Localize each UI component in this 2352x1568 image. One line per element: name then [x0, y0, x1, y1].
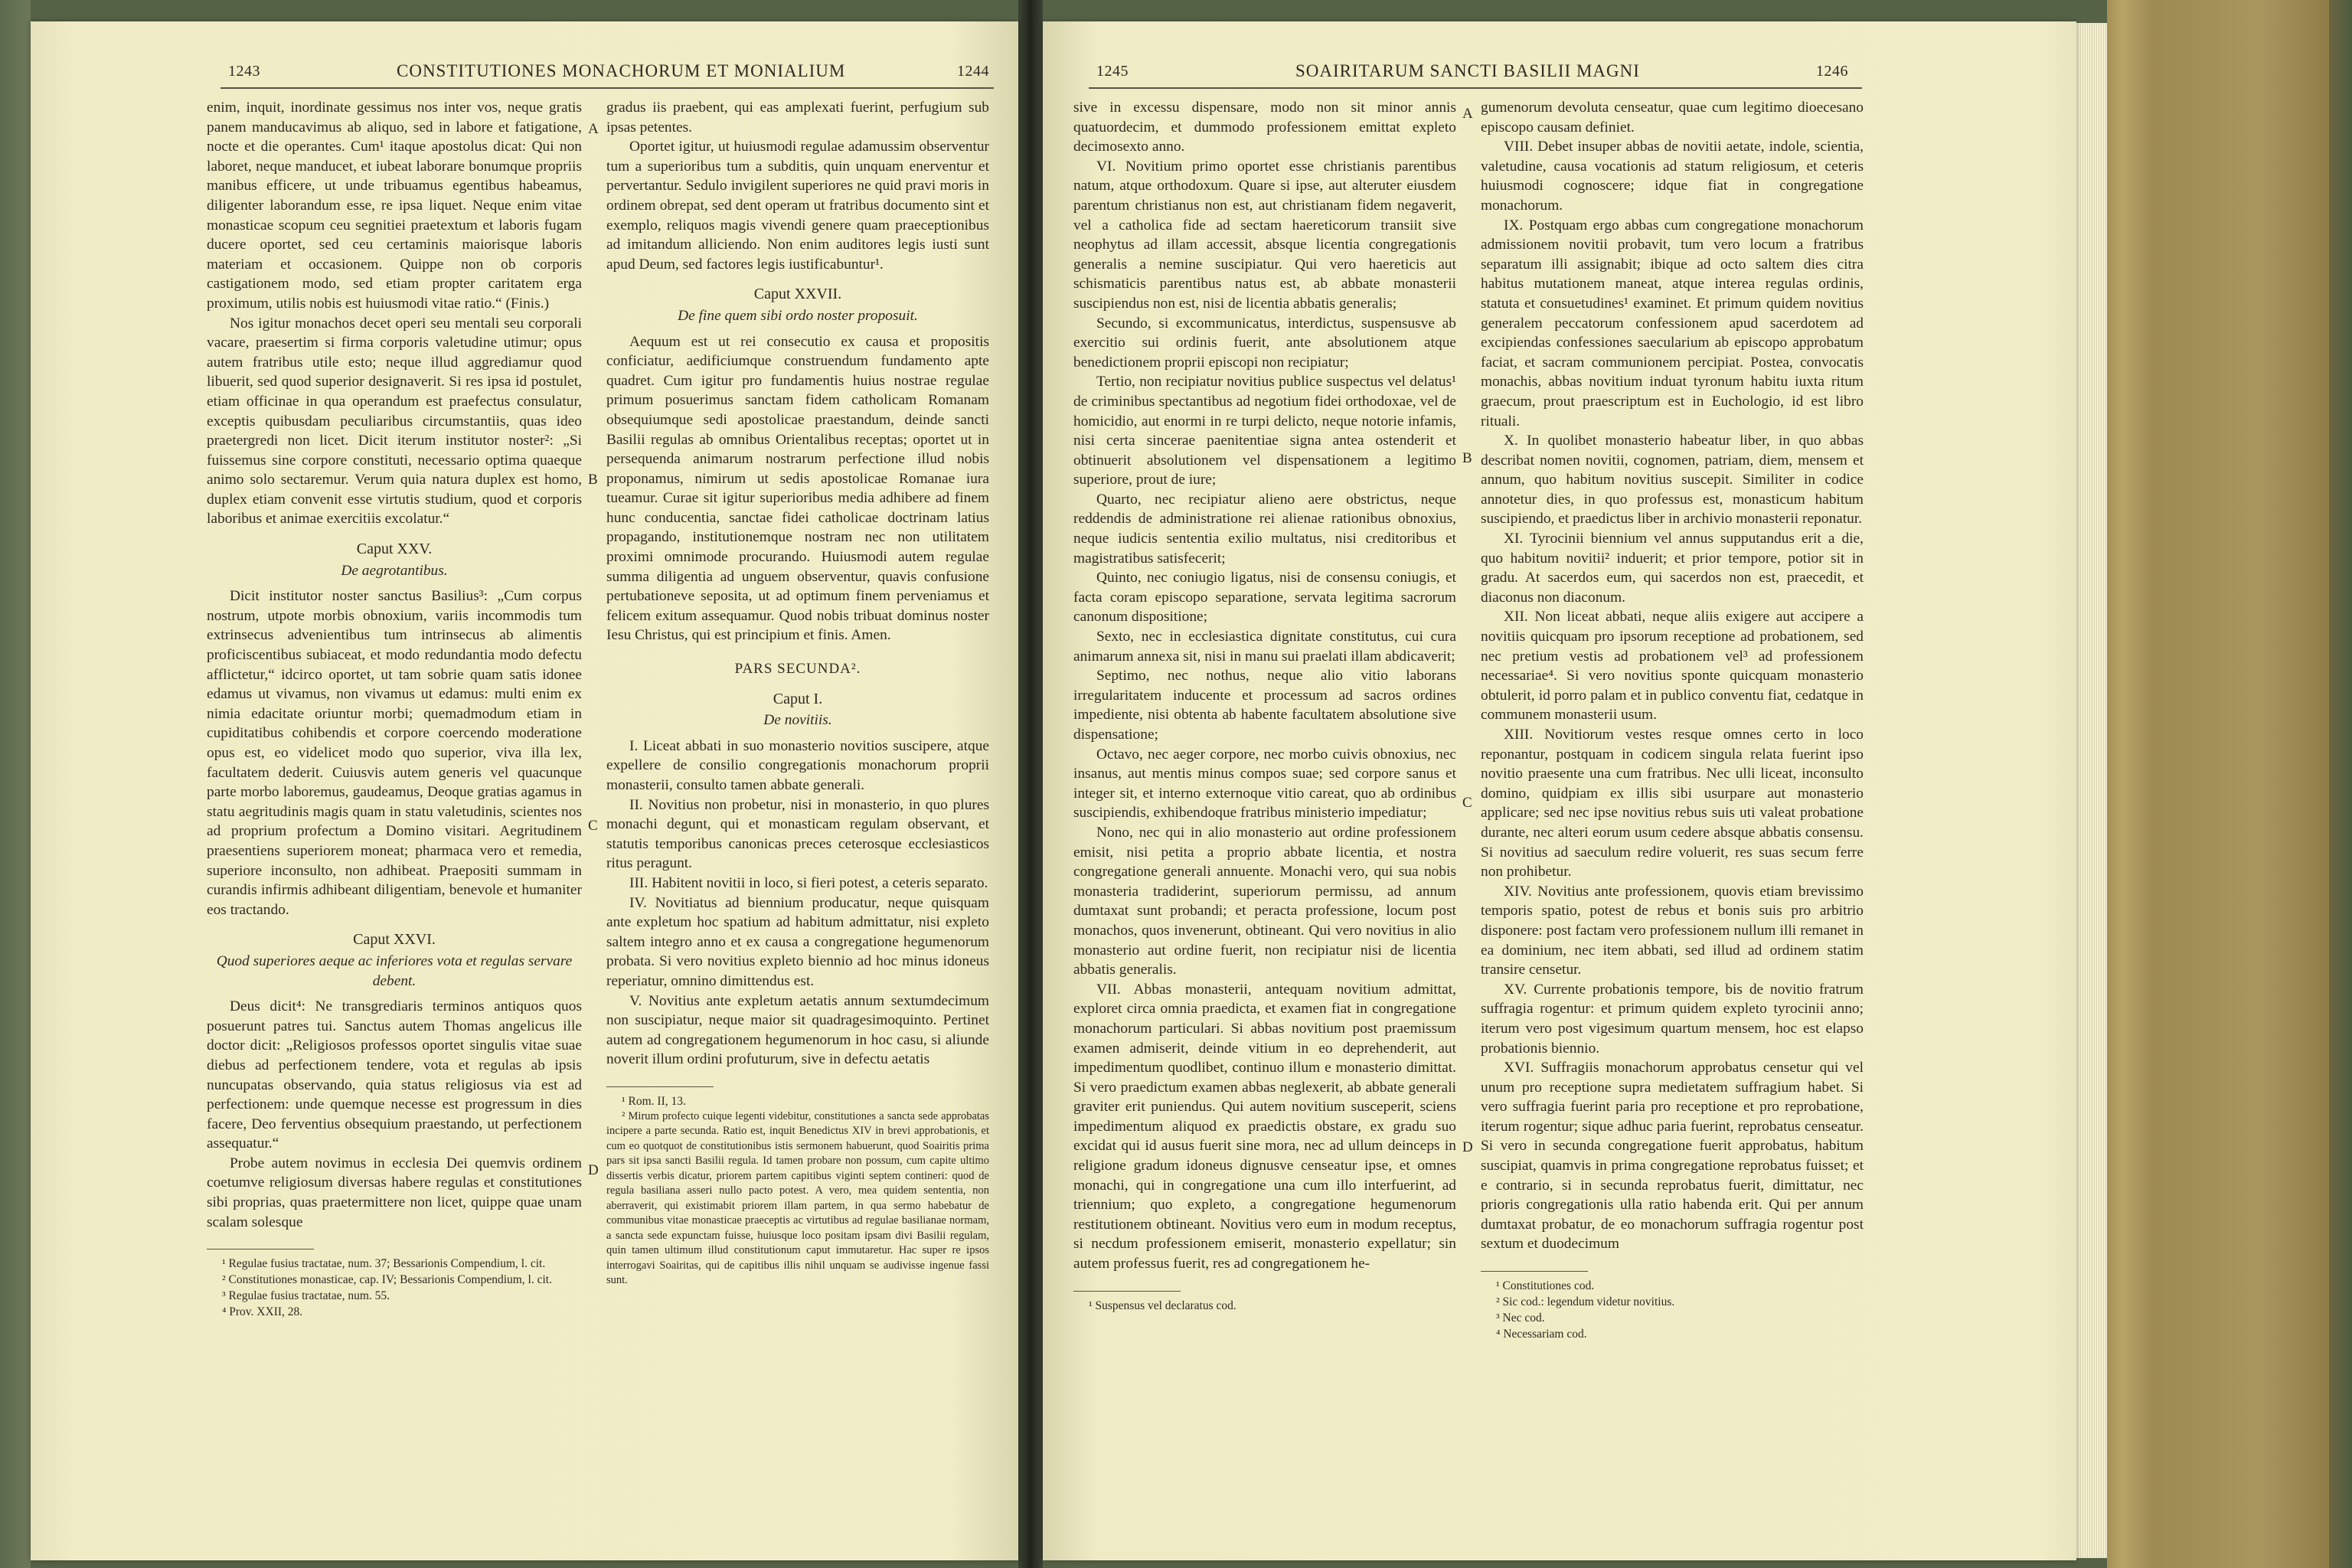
- paragraph: gumenorum devoluta censeatur, quae cum legitimo dioecesano episcopo causam definiet.: [1481, 100, 1864, 136]
- footnote-rule: [1073, 1291, 1181, 1292]
- paragraph: V. Novitius ante expletum aetatis annum sextumdecimum non suscipiatur, neque maior sit quadragesimoquinto. Pertinet autem ad congregationem hegumenorum in hoc casu, si aliunde noverit illum ordini profuturum, sive in defectu aetatis: [606, 992, 989, 1068]
- paragraph: Secundo, si excommunicatus, interdictus, suspensusve ab exercitio sui ordinis fuerit, ante absolutionem atque benedictionem proprii episcopi non recipiatur;: [1073, 315, 1456, 371]
- scan-right-edge: [2329, 0, 2352, 1568]
- footnote: ² Sic cod.: legendum videtur novitius.: [1496, 1295, 1675, 1309]
- paragraph: Aequum est ut rei consecutio ex causa et propositis conficiatur, aedificiumque construendum fundamento apte quadret. Cum igitur pro fundamentis huius nostrae regulae primum posuerimus sanctam fidem catholicam Romanam obsequiumque sedi apostolicae praestandum, deinde sancti Basilii regulas ab omnibus Orientalibus receptas; oportet ut in persequenda animarum nostrarum perfectione illud nobis proponamus, nimirum ut sedis apostolicae Romanae iura tueamur. Curae sit igitur superioribus media adhibere ad finem hunc conducentia, sanctae fidei catholicae doctrinam latius propagando, institutionemque nostram nec non utilitatem proximi omnimode procurando. Huiusmodi autem regulae summa diligentia ad unguem observentur, quavis confusione pertubationeve seposita, ut ad optimum finem perveniamus et felicem exitum assequamur. Quod nobis tribuat dominus noster Iesu Christus, qui est principium et finis. Amen.: [606, 333, 989, 644]
- paragraph: Quarto, nec recipiatur alieno aere obstrictus, neque reddendis de administratione rei alienae rationibus obnoxius, neque iudicis sententia exilio multatus, nisi creditoribus et magistratibus satisfecerit;: [1073, 491, 1456, 567]
- page-number: 1246: [1816, 63, 1848, 80]
- footnote: ¹ Regulae fusius tractatae, num. 37; Bessarionis Compendium, l. cit.: [222, 1257, 546, 1271]
- page-number: 1243: [228, 63, 260, 80]
- margin-letter: A: [1462, 106, 1473, 122]
- chapter-heading: Caput XXVII.: [753, 286, 842, 303]
- left-page-header: [31, 55, 1018, 86]
- page-number: 1245: [1096, 63, 1129, 80]
- paragraph: Dicit institutor noster sanctus Basilius³: „Cum corpus nostrum, utpote morbis obnoxium, variis incommodis tum extrinsecus advenientibus tum intrinsecus ab alimentis proficiscentibus subiaceat, et modo redundantia modo defectu afflictetur,“ idcirco oportet, ut tam sobrie quam satis idonee edamus ut vivamus, non vivamus ut edamus: multi enim ex nimia edacitate oriuntur morbi; quemadmodum etiam in cupiditatibus cohibendis et corpore coercendo moderatione opus est, eo videlicet modo quo superior, viva illa lex, facultatem dederit. Cuiusvis autem generis vel quacunque parte morbo laboremus, gaudeamus, Deoque gratias agamus in statu aegritudinis magis quam in statu valetudinis, scientes nos ad proprium profectum a Domino visitari. Aegritudinem praesentiens superiorem moneat; pharmaca vero et remedia, superiore inconsulto, non adhibeat. Praepositi summam in curandis infirmis adhibeant diligentiam, benevole et humaniter eos tractando.: [207, 588, 582, 918]
- paragraph: XIII. Novitiorum vestes resque omnes certo in loco reponantur, postquam in codicem singula relata fuerint ipso novitio praesente una cum fratribus. Nec ulli liceat, inconsulto domino, quidpiam ex illis sibi usurpare aut monasterio applicare; sed nec ipse novitius rebus suis uti valeat probatione durante, nec alteri eorum usum cedere absque abbatis consensu. Si novitius ad saeculum redire voluerit, res suas secum ferre non prohibetur.: [1481, 727, 1864, 880]
- paragraph: VII. Abbas monasterii, antequam novitium admittat, exploret circa omnia praedicta, et examen fiat in congregatione monachorum particulari. Si abbas novitium post praemissum examen admiserit, deinde vitium in eo deprehenderit, aut impedimentum quodlibet, continuo illum e monasterio dimittat. Si vero praedictum examen abbas neglexerit, ab abbate generali graviter erit puniendus. Qui autem novitium susceperit, sciens impedimentum aliquod ex praedictis obstare, ex gradu suo excidat qui id ausus fuerit sine mora, nec ad ullum deinceps in religione gradum idoneus dignusve censeatur ipse, et omnes monachi, qui in congregatione una cum illo interfuerint, ad triennium; quo expleto, a congregatione hegumenorum restitutionem obtineant. Novitius vero eum in modum receptus, si necdum professionem emiserit, monasterio expellatur; sin autem professus fuerit, res ad congregationem he-: [1073, 981, 1456, 1272]
- right-page-header: [1043, 55, 2076, 86]
- footnote: ³ Regulae fusius tractatae, num. 55.: [222, 1289, 390, 1303]
- margin-letter: C: [1462, 795, 1472, 811]
- paragraph: Tertio, non recipiatur novitius publice suspectus vel delatus¹ de criminibus spectantibus ad negotium fidei orthodoxae, vel de homicidio, aut enormi in re turpi delicto, neque notorie infamis, nisi certa sincerae paenitentiae signa antea ostenderit et obtinuerit absolutionem vel dispensationem a legitimo superiore, prout de iure;: [1073, 374, 1456, 488]
- page-edges: [2076, 23, 2107, 1558]
- paragraph: I. Liceat abbati in suo monasterio novitios suscipere, atque expellere de consilio congregationis monachorum proprii monasterii, consulto tamen abbate generali.: [606, 737, 989, 793]
- footnote: ² Mirum profecto cuique legenti videbitur, constitutiones a sancta sede approbatas incipere a parte secunda. Ratio est, inquit Benedictus XIV in brevi approbationis, et cum eo quotquot de constitutionibus istis sermonem habuerunt, quod Soairitis prima pars sit ipsa sancti Basilii regula. Id tamen probare non possum, cum capite ultimo dissertis verbis dicatur, priorem partem capitibus viginti septem contineri: quod de regula basiliana asseri nullo pacto potest. A vero, mea quidem sententia, non aberraverit, qui existimabit priorem illam partem, in qua sermo habebatur de communibus vitae monasticae praeceptis ac virtutibus ad regulae basilianae normam, a sancta sede expunctam fuisse, huiusque loco positam ipsam divi Basilii regulam, quin tamen ultimum illud constitutionum caput immutaretur. Hac super re ipsos interrogavi Soairitas, qui de capitibus illis nihil unquam se audivisse ingenue fassi sunt.: [606, 1109, 989, 1287]
- chapter-subtitle: De novitiis.: [763, 712, 832, 729]
- left-page-column-2: [606, 98, 989, 1289]
- margin-letter: D: [1462, 1139, 1473, 1155]
- paragraph: Oportet igitur, ut huiusmodi regulae adamussim observentur tum a superioribus tum a subditis, quin unquam enerventur et pervertantur. Sedulo invigilent superiores ne quid pravi moris in ordinem obrepat, sed dent operam ut fratribus documento sint et exemplo, reliquos magis vivendi genere quam praeceptionibus ad imitandum alliciendo. Non enim auditores legis iusti sunt apud Deum, sed factores legis iustificabuntur¹.: [606, 139, 989, 273]
- right-page-column-2: [1481, 98, 1864, 1342]
- footnote: ⁴ Prov. XXII, 28.: [222, 1305, 303, 1319]
- footnote: ⁴ Necessariam cod.: [1496, 1328, 1587, 1341]
- part-heading: PARS SECUNDA².: [734, 661, 861, 678]
- running-title: SOAIRITARUM SANCTI BASILII MAGNI: [1295, 61, 1640, 80]
- paragraph: XV. Currente probationis tempore, bis de novitio fratrum suffragia rogentur: et primum quidem expleto tyrocinii anno; iterum vero post vigesimum quartum mensem, hoc est elapso probationis biennio.: [1481, 981, 1864, 1057]
- right-page: [1043, 21, 2076, 1560]
- paragraph: IV. Novitiatus ad biennium producatur, neque quisquam ante expletum hoc spatium ad habitum admittatur, nisi expleto saltem integro anno et ex causa a congregatione hegumenorum probata. Si vero novitius expleto biennio ad hoc minus idoneus reperiatur, omnino dimittendus est.: [606, 894, 989, 989]
- right-page-column-1: [1073, 98, 1456, 1314]
- footnote: ³ Nec cod.: [1496, 1312, 1545, 1325]
- paragraph: Sexto, nec in ecclesiastica dignitate constitutus, cui cura animarum annexa sit, nisi in manu sui praelati illam abdicaverit;: [1073, 629, 1456, 665]
- scan-left-edge: [0, 0, 31, 1568]
- paragraph: XI. Tyrocinii biennium vel annus supputandus erit a die, quo habitum novitii² induerit; et prior tempore, potior sit in gradu. At sacerdos eum, qui sacerdos non est, praecedit, et diaconus non diaconum.: [1481, 531, 1864, 606]
- paragraph: Nono, nec qui in alio monasterio aut ordine professionem emisit, nisi petita a proprio abbate licentia, et nostra congregatione generali annuente. Monachi vero, qui sua nobis monasteria tradiderint, superiorum permissu, ad annum dumtaxat sunt probandi; et peracta professione, locum post monachos, quos invenerunt, obtineant. Qui vero novitius in alio monasterio aut ordine fuerit, non recipiatur nisi de licentia abbatis generalis.: [1073, 824, 1456, 978]
- paragraph: XII. Non liceat abbati, neque aliis exigere aut accipere a novitiis quicquam pro ipsorum receptione ad probationem, sed nec pretium vestis ad probationem vel³ ad professionem necessariae⁴. Si vero novitius sponte quicquam monasterio obtulerit, id porro palam et in publico conventu fiat, cedatque in communem monasterii usum.: [1481, 609, 1864, 724]
- paragraph: VIII. Debet insuper abbas de novitii aetate, indole, scientia, valetudine, causa vocationis ad statum religiosum, et ceteris huiusmodi cognoscere; idque fiat in congregatione monachorum.: [1481, 139, 1864, 214]
- paragraph: Septimo, nec nothus, neque alio vitio laborans irregularitatem inducente et processum ad sacros ordines impediente, nisi obtenta ab habente facultatem absolutione sive dispensatione;: [1073, 668, 1456, 743]
- paragraph: gradus iis praebent, qui eas amplexati fuerint, perfugium sub ipsas petentes.: [606, 100, 989, 136]
- chapter-heading: Caput XXVI.: [353, 931, 436, 949]
- left-page: [31, 21, 1018, 1560]
- paragraph: Octavo, nec aeger corpore, nec morbo cuivis obnoxius, nec insanus, aut mentis minus compos suae; sed corpore sanus et integer sit, et interno externoque vitio careat, quo ab ordinibus suscipiendis, exhibendoque fratribus ministerio impediatur;: [1073, 746, 1456, 822]
- header-rule: [1089, 87, 1862, 89]
- margin-letter: D: [588, 1162, 599, 1178]
- margin-letter: C: [588, 818, 598, 834]
- chapter-subtitle: Quod superiores aeque ac inferiores vota et regulas servare debent.: [216, 952, 573, 989]
- book-gutter: [1018, 0, 1043, 1568]
- chapter-heading: Caput XXV.: [356, 541, 433, 558]
- chapter-subtitle: De fine quem sibi ordo noster proposuit.: [678, 307, 918, 324]
- margin-letter: B: [1462, 450, 1472, 466]
- footnote: ¹ Suspensus vel declaratus cod.: [1089, 1298, 1236, 1312]
- paragraph: enim, inquit, inordinate gessimus nos inter vos, neque gratis panem manducavimus ab aliquo, sed in labore et fatigatione, nocte et die operantes. Cum¹ itaque apostolus dicat: Qui non laboret, neque manducet, et iubeat laborare bonumque propriis manibus efficere, ut unde tribuamus egentibus habeamus, diligenter laborandum esse, re ipsa liquet. Neque enim vitae monasticae scopum ceu segnitiei praetextum et laboris fugam ducere oportet, sed ceu certaminis maiorisque laboris materiam et occasionem. Quippe non ob corporis castigationem modo, sed etiam propter caritatem erga proximum, utilis nobis est huiusmodi vitae ratio.“ (Finis.): [207, 100, 582, 312]
- chapter-subtitle: De aegrotantibus.: [341, 562, 448, 579]
- paragraph: II. Novitius non probetur, nisi in monasterio, in quo plures monachi degunt, qui et monasticam regulam observant, et statutis temporibus canonicas preces ceterosque ecclesiasticos ritus peragunt.: [606, 796, 989, 872]
- footnote: ² Constitutiones monasticae, cap. IV; Bessarionis Compendium, l. cit.: [222, 1273, 552, 1287]
- book-cover: [2107, 0, 2329, 1568]
- paragraph: X. In quolibet monasterio habeatur liber, in quo abbas describat nomen novitii, cognomen, patriam, diem, mensem et annum, quo habitum novitius suscepit. Similiter in codice annotetur dies, in quo professus est, monasticum habitum suscipiendo, et praedictus liber in archivio monasterii reponatur.: [1481, 433, 1864, 528]
- margin-letter: A: [588, 121, 599, 137]
- paragraph: Nos igitur monachos decet operi seu mentali seu corporali vacare, praesertim si firma corporis valetudine utimur; opus autem fratribus utile esto; neque illud aggrediamur quod libuerit, sed quod superior designaverit. Si res ipsa id postulet, etiam officinae in qua operandum est praefectus consulatur, exceptis quibusdam peculiaribus circumstantiis, quas ideo praetergredi non licet. Dicit iterum institutor noster²: „Si fuissemus sine corpore constituti, necessario optima quaeque animo solo sectaremur. Verum quia natura duplex est homo, duplex etiam convenit esse virtutis studium, quod et corporis laboribus et animae exercitiis excolatur.“: [207, 315, 582, 528]
- header-rule: [220, 87, 994, 89]
- running-title: CONSTITUTIONES MONACHORUM ET MONIALIUM: [397, 61, 846, 80]
- footnote-rule: [606, 1086, 714, 1087]
- left-page-column-1: [207, 98, 582, 1320]
- margin-letter: B: [588, 472, 598, 488]
- footnote: ¹ Constitutiones cod.: [1496, 1279, 1595, 1293]
- paragraph: III. Habitent novitii in loco, si fieri potest, a ceteris separato.: [629, 874, 988, 891]
- footnote-rule: [1481, 1271, 1588, 1272]
- chapter-heading: Caput I.: [773, 690, 823, 707]
- paragraph: XIV. Novitius ante professionem, quovis etiam brevissimo temporis spatio, potest de rebus et bonis suis pro arbitrio disponere: post factam vero professionem nullum illi remanet in ea dominium, nec item abbati, sed illud ad ordinem statim transire censetur.: [1481, 883, 1864, 978]
- paragraph: Quinto, nec coniugio ligatus, nisi de consensu coniugis, et facta coram episcopo separatione, servata legitima sacrorum canonum dispositione;: [1073, 570, 1456, 626]
- paragraph: sive in excessu dispensare, modo non sit minor annis quatuordecim, et dummodo professionem emittat expleto decimosexto anno.: [1073, 100, 1456, 155]
- paragraph: IX. Postquam ergo abbas cum congregatione monachorum admissionem novitii probavit, tum vero locum a fratribus separatum illi assignabit; ibique ad octo saltem dies citra habitus mutationem maneat, atque interea regulas ordinis, statuta et consuetudines¹ examinet. Et primum quidem novitius generalem peccatorum confessionem apud sacerdotem ad excipiendas confessiones saecularium ab episcopo approbatum faciat, et sacram communionem percipiat. Postea, convocatis monachis, abbas novitium induat tyronum habitu iuxta ritum graecum, prout praescriptum est in Euchologio, id est libro rituali.: [1481, 217, 1864, 430]
- paragraph: Probe autem novimus in ecclesia Dei quemvis ordinem coetumve religiosum diversas habere regulas et constitutiones sibi proprias, quas praetermittere non licet, quippe quae unam scalam solesque: [207, 1155, 582, 1230]
- footnote: ¹ Rom. II, 13.: [622, 1094, 686, 1108]
- paragraph: XVI. Suffragiis monachorum approbatus censetur qui vel unum pro receptione supra medietatem suffragium habet. Si vero suffragia fuerint paria pro receptione et pro reprobatione, iterum rogentur; sique adhuc paria fuerint, reprobatus censeatur. Si vero in secunda congregatione fuerit approbatus, habitum suscipiat, quamvis in prima congregatione reprobatus fuisset; et e contrario, si in secunda reprobatus fuerit, dimittatur, nec prioris congregationis ulla ratio habenda erit. Qui per annum dumtaxat probatur, de eo monachorum suffragia rogentur post sextum et duodecimum: [1481, 1060, 1864, 1253]
- page-number: 1244: [957, 63, 989, 80]
- footnote-rule: [207, 1249, 314, 1250]
- paragraph: Deus dicit⁴: Ne transgrediaris terminos antiquos quos posuerunt patres tui. Sanctus autem Thomas angelicus ille doctor dicit: „Religiosos professos oportet singulis vitae suae diebus ad perfectionem tendere, vota et regulas ab ipsis nuncupatas observando, quia status religiosus via est ad perfectionem: unde quemque necesse est progressum in dies facere, Deo ferventius obsequium praestando, ut perfectionem assequatur.“: [207, 998, 582, 1152]
- paragraph: VI. Novitium primo oportet esse christianis parentibus natum, atque orthodoxum. Quare si ipse, aut alteruter eiusdem parentum christianus non est, aut christianam fidem negaverit, vel a catholica fide ad sectam haereticorum transiit sive neophytus ad illam accessit, absque licentia congregationis generalis a nemine suscipiatur. Qui vero haereticis aut schismaticis parentibus natus est, ab abbate monasterii suscipiendus non est, nisi de licentia abbatis generalis;: [1073, 158, 1456, 312]
